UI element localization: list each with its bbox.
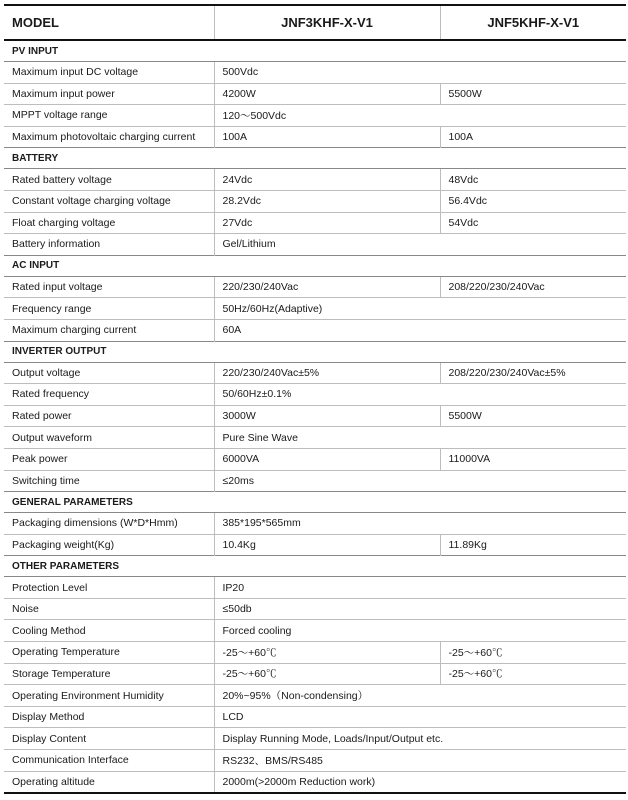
spec-value: -25～+60℃ xyxy=(440,663,626,685)
spec-row xyxy=(4,685,626,707)
spec-value: 28.2Vdc xyxy=(214,190,440,212)
section-row xyxy=(4,148,626,169)
spec-row xyxy=(4,728,626,750)
spec-value: 385*195*565mm xyxy=(214,513,626,535)
spec-label: Operating altitude xyxy=(4,771,214,793)
spec-label: Output voltage xyxy=(4,362,214,384)
spec-row xyxy=(4,577,626,599)
spec-row xyxy=(4,405,626,427)
model-label: MODEL xyxy=(4,5,214,40)
spec-row xyxy=(4,750,626,772)
spec-value: Gel/Lithium xyxy=(214,234,626,256)
spec-label: Rated input voltage xyxy=(4,276,214,298)
spec-row xyxy=(4,62,626,84)
spec-value: 60A xyxy=(214,319,626,341)
spec-value: 4200W xyxy=(214,83,440,105)
section-title: PV INPUT xyxy=(4,40,626,62)
spec-value: 11000VA xyxy=(440,448,626,470)
spec-value: 54Vdc xyxy=(440,212,626,234)
spec-row xyxy=(4,706,626,728)
spec-label: Operating Environment Humidity xyxy=(4,685,214,707)
section-title: AC INPUT xyxy=(4,255,626,276)
spec-label: Rated power xyxy=(4,405,214,427)
spec-label: Protection Level xyxy=(4,577,214,599)
spec-label: Output waveform xyxy=(4,427,214,449)
spec-label: Maximum input DC voltage xyxy=(4,62,214,84)
spec-value: 208/220/230/240Vac±5% xyxy=(440,362,626,384)
spec-value: 56.4Vdc xyxy=(440,190,626,212)
section-title: INVERTER OUTPUT xyxy=(4,341,626,362)
header-row xyxy=(4,5,626,40)
spec-value: 208/220/230/240Vac xyxy=(440,276,626,298)
spec-value: 6000VA xyxy=(214,448,440,470)
spec-row xyxy=(4,620,626,642)
spec-row xyxy=(4,384,626,406)
spec-value: 50/60Hz±0.1% xyxy=(214,384,626,406)
spec-label: Packaging weight(Kg) xyxy=(4,534,214,556)
spec-label: Storage Temperature xyxy=(4,663,214,685)
spec-value: 11.89Kg xyxy=(440,534,626,556)
spec-table-body xyxy=(4,5,626,793)
spec-value: 100A xyxy=(214,126,440,148)
spec-value: 50Hz/60Hz(Adaptive) xyxy=(214,298,626,320)
spec-row xyxy=(4,169,626,191)
section-row xyxy=(4,40,626,62)
spec-value: 24Vdc xyxy=(214,169,440,191)
spec-row xyxy=(4,126,626,148)
section-row xyxy=(4,492,626,513)
section-row xyxy=(4,341,626,362)
spec-value: IP20 xyxy=(214,577,626,599)
spec-label: Packaging dimensions (W*D*Hmm) xyxy=(4,513,214,535)
spec-value: Display Running Mode, Loads/Input/Output etc. xyxy=(214,728,626,750)
section-row xyxy=(4,255,626,276)
spec-row xyxy=(4,534,626,556)
spec-value: 10.4Kg xyxy=(214,534,440,556)
spec-row xyxy=(4,642,626,664)
spec-value: -25～+60℃ xyxy=(440,642,626,664)
spec-row xyxy=(4,470,626,492)
spec-label: Float charging voltage xyxy=(4,212,214,234)
spec-value: RS232、BMS/RS485 xyxy=(214,750,626,772)
spec-label: Rated frequency xyxy=(4,384,214,406)
spec-table xyxy=(4,4,626,794)
spec-value: ≤20ms xyxy=(214,470,626,492)
spec-row xyxy=(4,771,626,793)
spec-row xyxy=(4,234,626,256)
spec-value: Pure Sine Wave xyxy=(214,427,626,449)
spec-label: Noise xyxy=(4,598,214,620)
spec-label: Maximum input power xyxy=(4,83,214,105)
spec-row xyxy=(4,427,626,449)
spec-value: 27Vdc xyxy=(214,212,440,234)
spec-value: LCD xyxy=(214,706,626,728)
spec-label: Frequency range xyxy=(4,298,214,320)
spec-label: Constant voltage charging voltage xyxy=(4,190,214,212)
spec-label: Battery information xyxy=(4,234,214,256)
spec-value: 120～500Vdc xyxy=(214,105,626,127)
spec-value: Forced cooling xyxy=(214,620,626,642)
spec-label: Operating Temperature xyxy=(4,642,214,664)
spec-label: Peak power xyxy=(4,448,214,470)
section-title: GENERAL PARAMETERS xyxy=(4,492,626,513)
spec-value: ≤50db xyxy=(214,598,626,620)
spec-value: 5500W xyxy=(440,405,626,427)
spec-label: MPPT voltage range xyxy=(4,105,214,127)
section-title: OTHER PARAMETERS xyxy=(4,556,626,577)
spec-row xyxy=(4,212,626,234)
spec-value: 500Vdc xyxy=(214,62,626,84)
spec-label: Cooling Method xyxy=(4,620,214,642)
spec-row xyxy=(4,663,626,685)
spec-value: -25～+60℃ xyxy=(214,642,440,664)
spec-value: 2000m(>2000m Reduction work) xyxy=(214,771,626,793)
spec-row xyxy=(4,105,626,127)
spec-row xyxy=(4,276,626,298)
spec-label: Display Content xyxy=(4,728,214,750)
spec-value: 220/230/240Vac xyxy=(214,276,440,298)
spec-row xyxy=(4,598,626,620)
spec-row xyxy=(4,319,626,341)
spec-row xyxy=(4,513,626,535)
spec-row xyxy=(4,83,626,105)
model-name-2: JNF5KHF-X-V1 xyxy=(440,5,626,40)
spec-label: Display Method xyxy=(4,706,214,728)
spec-label: Rated battery voltage xyxy=(4,169,214,191)
spec-value: 5500W xyxy=(440,83,626,105)
section-row xyxy=(4,556,626,577)
spec-row xyxy=(4,448,626,470)
spec-value: 100A xyxy=(440,126,626,148)
spec-value: 220/230/240Vac±5% xyxy=(214,362,440,384)
spec-value: 20%~95%（Non-condensing） xyxy=(214,685,626,707)
spec-row xyxy=(4,190,626,212)
spec-value: -25～+60℃ xyxy=(214,663,440,685)
spec-label: Switching time xyxy=(4,470,214,492)
section-title: BATTERY xyxy=(4,148,626,169)
spec-row xyxy=(4,362,626,384)
spec-row xyxy=(4,298,626,320)
spec-label: Maximum photovoltaic charging current xyxy=(4,126,214,148)
model-name-1: JNF3KHF-X-V1 xyxy=(214,5,440,40)
spec-label: Maximum charging current xyxy=(4,319,214,341)
spec-label: Communication Interface xyxy=(4,750,214,772)
spec-value: 48Vdc xyxy=(440,169,626,191)
spec-value: 3000W xyxy=(214,405,440,427)
